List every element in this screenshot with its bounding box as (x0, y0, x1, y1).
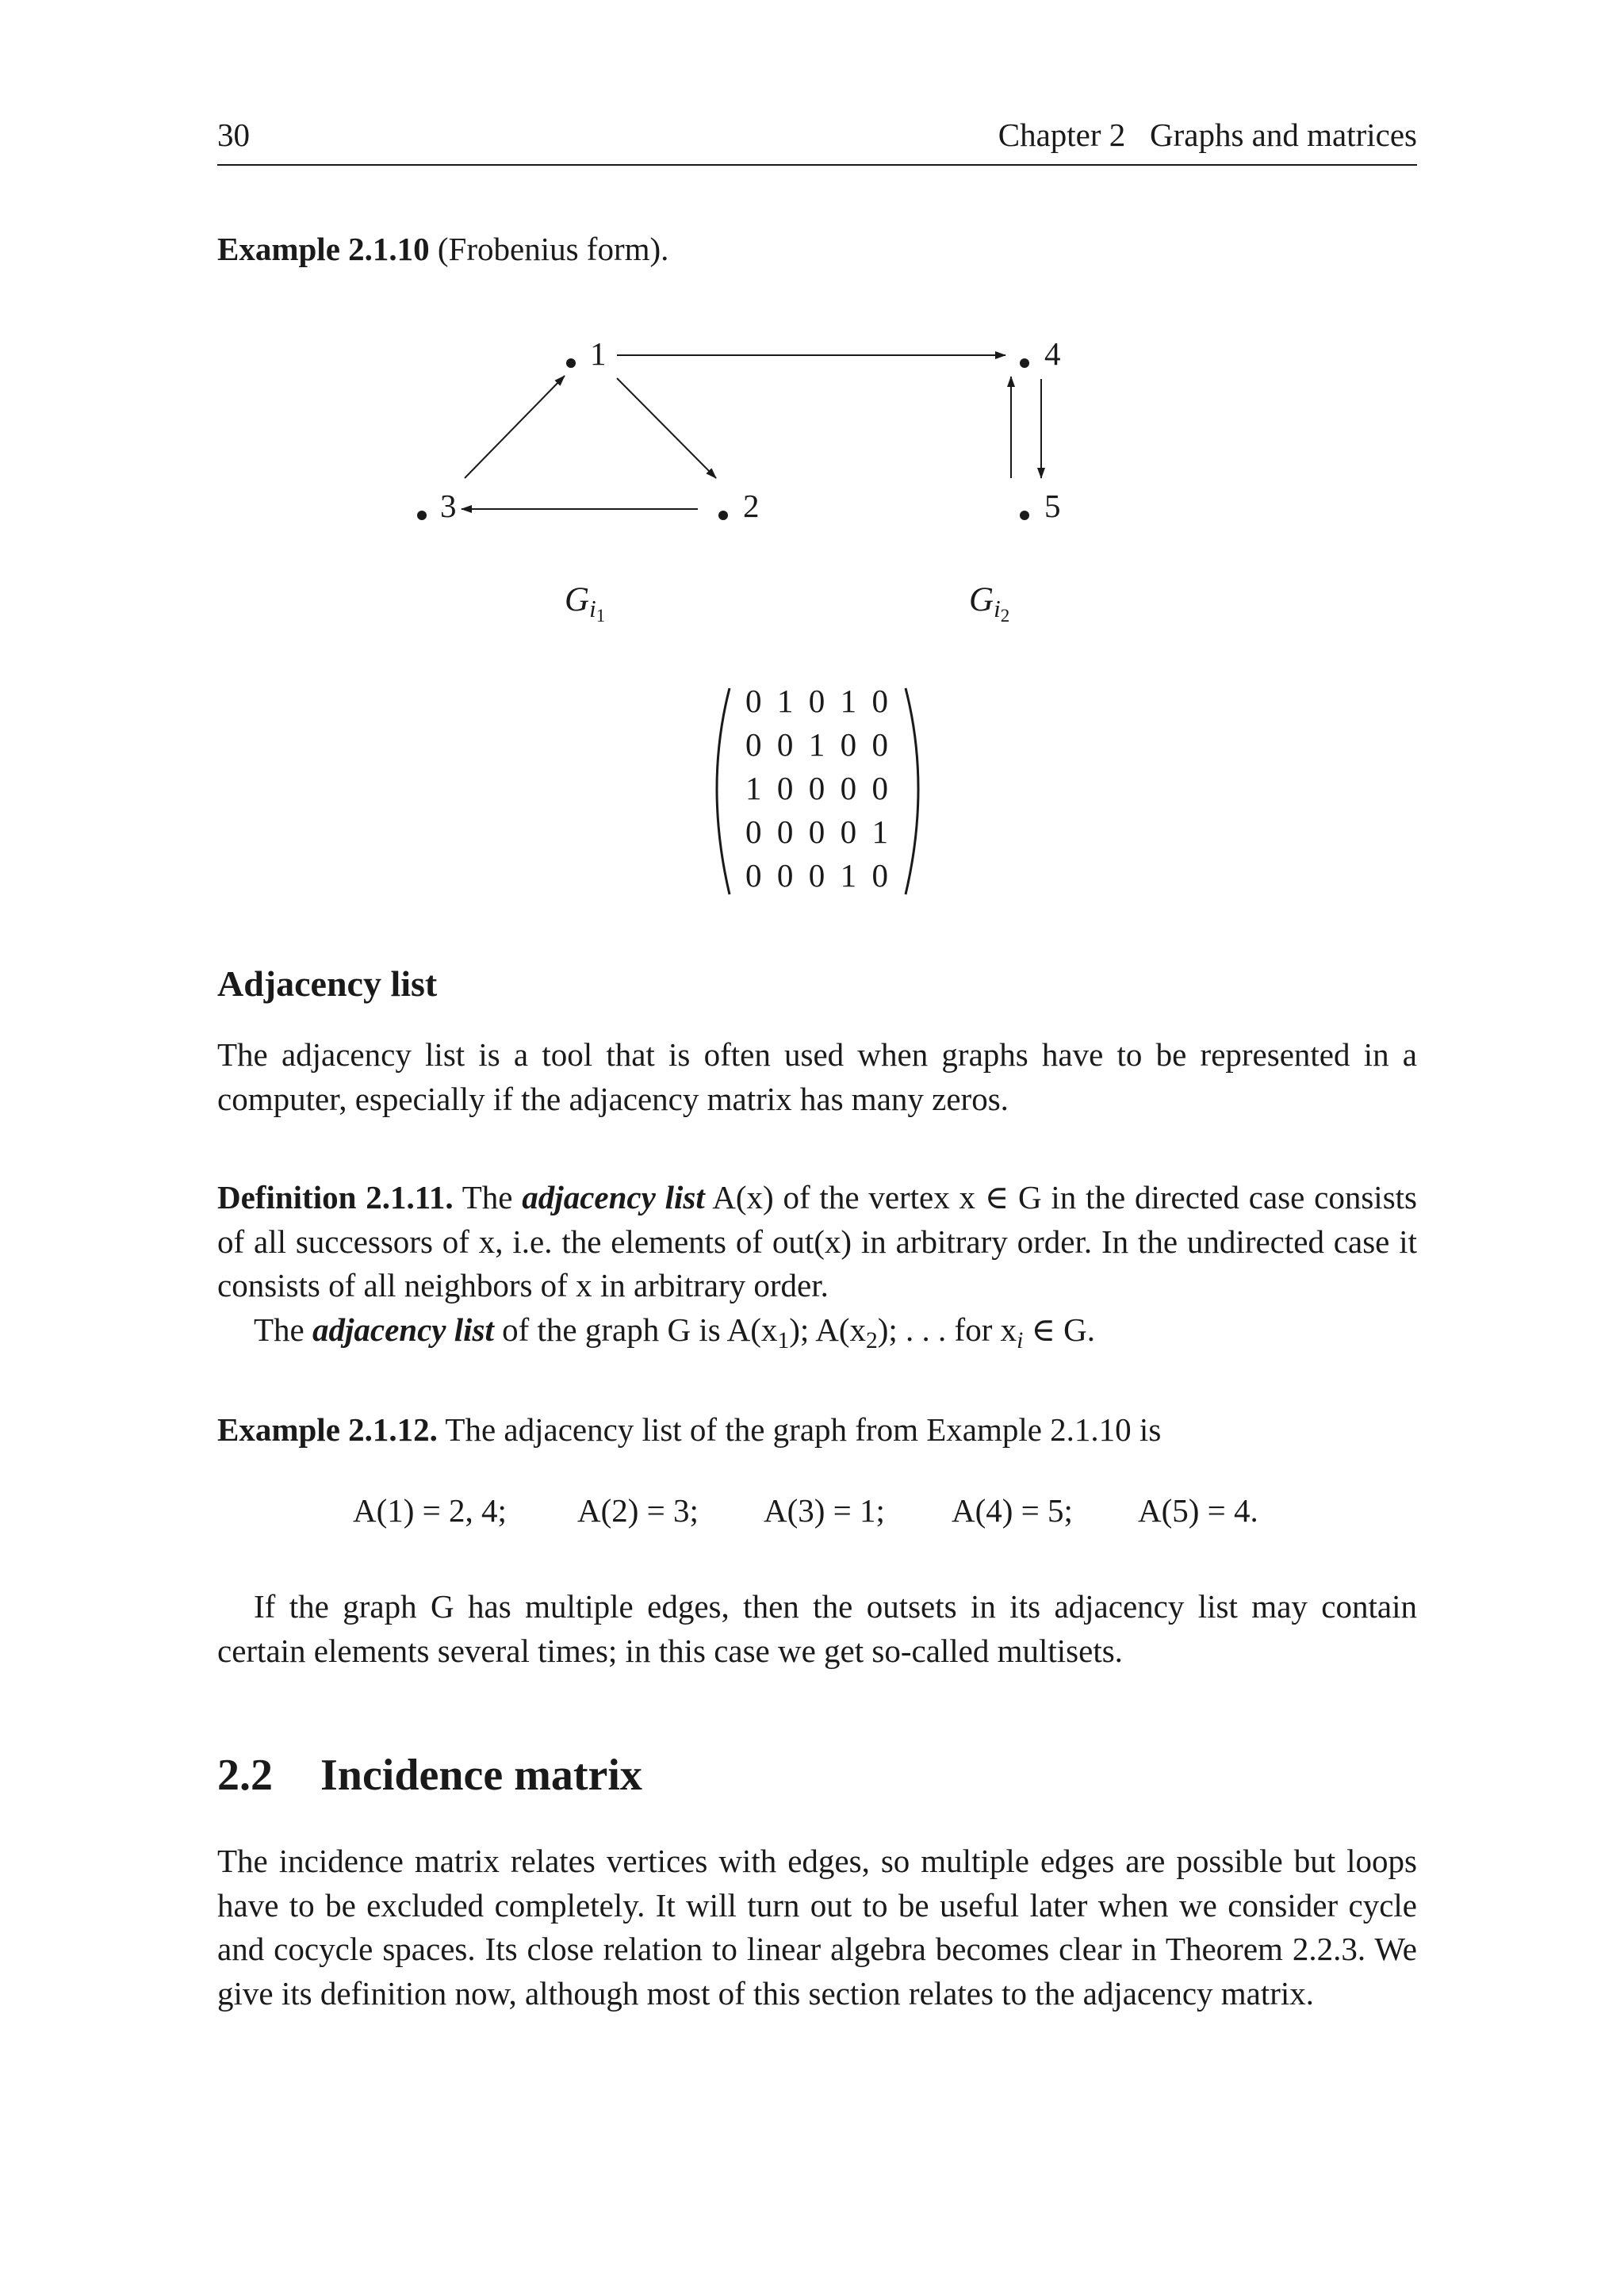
matrix-cell: 0 (808, 813, 825, 850)
equation: A(5) = 4. (1138, 1492, 1258, 1529)
matrix-cell: 0 (745, 683, 762, 719)
multiset-paragraph: If the graph G has multiple edges, then the outsets in its adjacency list may contain certain elements several times; in this case we get so-called multisets. (217, 1588, 1417, 1669)
matrix-cell: 0 (745, 857, 762, 894)
definition-text: A(x) of the vertex x ∈ G in the directed case consists of all successors of x, i.e. the elements of out(x) in arbitrary order. In the undirected case it consists of all neighbors of x in arbitrary order. (217, 1179, 1417, 1303)
equation: A(4) = 5; (952, 1492, 1073, 1529)
vertex-label-3: 3 (440, 488, 457, 524)
example-title: (Frobenius form). (437, 231, 669, 267)
definition-text: ); A(x (789, 1311, 866, 1348)
matrix-row (745, 726, 888, 763)
equation: A(2) = 3; (577, 1492, 699, 1529)
running-head: Chapter 2 Graphs and matrices (998, 117, 1417, 153)
vertex-1 (566, 358, 576, 368)
adjacency-matrix (698, 683, 936, 898)
matrix-row (745, 685, 888, 718)
vertex-label-2: 2 (743, 488, 760, 524)
matrix-cell: 1 (808, 726, 825, 763)
vertex-label-5: 5 (1044, 488, 1061, 524)
matrix-cell: 0 (840, 770, 857, 806)
vertex-3 (417, 511, 427, 520)
vertex-4 (1020, 358, 1029, 368)
equation: A(3) = 1; (764, 1492, 885, 1529)
matrix-cell: 1 (840, 857, 857, 894)
example-text: The adjacency list of the graph from Example 2.1.10 is (445, 1411, 1162, 1448)
example-label: Example 2.1.10 (217, 231, 430, 267)
matrix-cell: 0 (808, 683, 825, 719)
matrix-row (745, 859, 888, 892)
definition-text: ); . . . for x (877, 1311, 1017, 1348)
example-2-1-10-heading (217, 228, 1417, 272)
definition-subscript: 1 (777, 1327, 790, 1353)
matrix-row (745, 813, 888, 850)
matrix-cell: 0 (871, 770, 888, 806)
matrix-cell: 1 (840, 683, 857, 719)
matrix-cell: 0 (776, 813, 794, 850)
matrix-cell: 0 (776, 770, 794, 806)
adjacency-list-intro: The adjacency list is a tool that is often used when graphs have to be represented in a computer, especially if the adjacency matrix has many zeros. (217, 1036, 1417, 1117)
vertex-label-1: 1 (590, 335, 607, 372)
example-label: Example 2.1.12. (217, 1411, 438, 1448)
component-label-g-i2: Gi2 (969, 581, 1010, 626)
matrix-cell: 1 (776, 683, 794, 719)
definition-label: Definition 2.1.11. (217, 1179, 454, 1215)
matrix-cell: 0 (840, 726, 857, 763)
matrix-cell: 1 (871, 813, 888, 850)
section-title: Incidence matrix (320, 1751, 642, 1800)
edge-3-1 (465, 376, 565, 478)
matrix-cell: 0 (808, 857, 825, 894)
vertex-5 (1020, 511, 1029, 520)
definition-subscript: 2 (866, 1327, 878, 1353)
example-2-1-12 (217, 1408, 1417, 1453)
equation: A(1) = 2, 4; (353, 1492, 507, 1529)
vertex-2 (718, 511, 728, 520)
definition-term-graph: adjacency list (312, 1311, 494, 1348)
matrix-cell: 0 (871, 726, 888, 763)
matrix-cell: 0 (808, 770, 825, 806)
section-body: The incidence matrix relates vertices with edges, so multiple edges are possible but loops have to be excluded completely. It will turn out to be useful later when we consider cycle and cocycle spaces. Its close relation to linear algebra becomes clear in Theorem 2.2.3. We give its definition now, although most of this section relates to the adjacency matrix. (217, 1843, 1417, 2012)
matrix-cell: 0 (776, 726, 794, 763)
matrix-cell: 1 (745, 770, 762, 806)
page-number: 30 (217, 117, 250, 153)
definition-second-line (217, 1308, 1417, 1353)
component-label-g-i1: Gi1 (565, 581, 606, 626)
matrix-cell: 0 (745, 813, 762, 850)
matrix-cell: 0 (871, 857, 888, 894)
vertex-label-4: 4 (1044, 335, 1061, 372)
subsection-heading: Adjacency list (217, 963, 438, 1004)
definition-text: ∈ G. (1023, 1311, 1096, 1348)
definition-text: The (254, 1311, 304, 1348)
edge-1-2 (617, 378, 716, 478)
header-rule (217, 164, 1417, 166)
matrix-cell: 0 (776, 857, 794, 894)
definition-text: of the graph G is A(x (502, 1311, 778, 1348)
section-heading (217, 1751, 642, 1800)
definition-2-1-11 (217, 1176, 1417, 1352)
matrix-row (745, 772, 888, 805)
matrix-cell: 0 (840, 813, 857, 850)
definition-subscript: i (1017, 1327, 1024, 1353)
definition-text: The (462, 1179, 513, 1215)
definition-term: adjacency list (522, 1179, 705, 1215)
matrix-cell: 0 (745, 726, 762, 763)
section-number: 2.2 (217, 1751, 273, 1800)
matrix-cell: 0 (871, 683, 888, 719)
